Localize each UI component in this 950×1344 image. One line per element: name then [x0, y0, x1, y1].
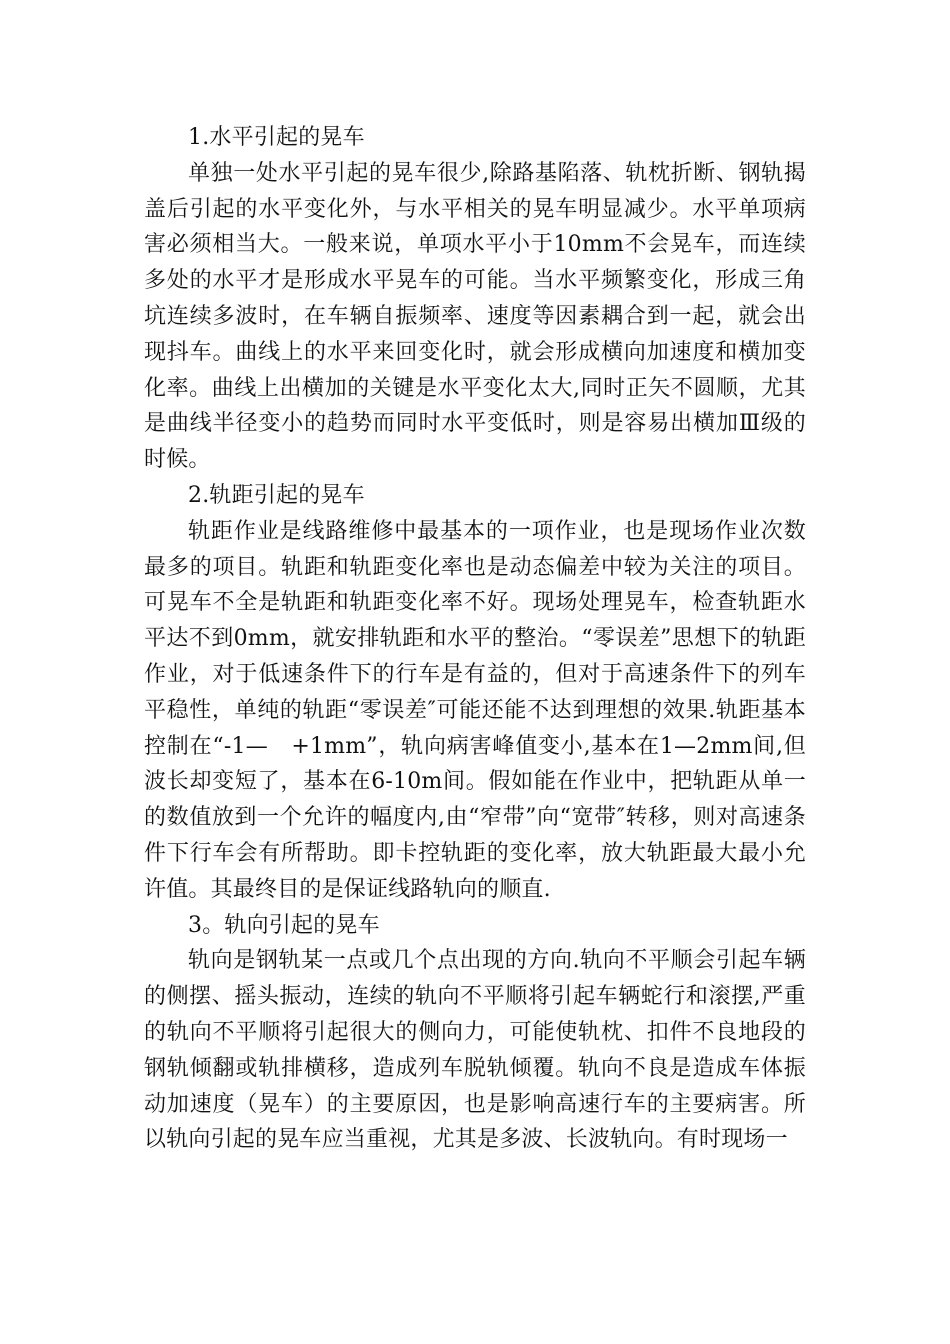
- section-heading-alignment: 3。轨向引起的晃车: [188, 912, 380, 938]
- section-heading-level: 1.水平引起的晃车: [188, 125, 365, 150]
- section-paragraph-gauge: 轨距作业是线路维修中最基本的一项作业，也是现场作业次数最多的项目。轨距和轨距变化率也是动态偏差中较为关注的项目。可晃车不全是轨距和轨距变化率不好。现场处理晃车，检查轨距水平达不到0mm，就安排轨距和水平的整治。“零误差”思想下的轨距作业，对于低速条件下的行车是有益的，但对于高速条件下的列车平稳性，单纯的轨距“零误差″可能还能不达到理想的效果.轨距基本控制在“-1— +1mm”，轨向病害峰值变小,基本在1—2mm间,但波长却变短了，基本在6-10m间。假如能在作业中，把轨距从单一的数值放到一个允许的幅度内,由“窄带”向“宽带″转移，则对高速条件下行车会有所帮助。即卡控轨距的变化率，放大轨距最大最小允许值。其最终目的是保证线路轨向的顺直.: [144, 518, 806, 902]
- section-paragraph-alignment: 轨向是钢轨某一点或几个点出现的方向.轨向不平顺会引起车辆的侧摆、摇头振动，连续的轨向不平顺将引起车辆蛇行和滚摆,严重的轨向不平顺将引起很大的侧向力，可能使轨枕、扣件不良地段的钢轨倾翻或轨排横移，造成列车脱轨倾覆。轨向不良是造成车体振动加速度（晃车）的主要原因，也是影响高速行车的主要病害。所以轨向引起的晃车应当重视，尤其是多波、长波轨向。有时现场一: [144, 948, 806, 1153]
- section-heading-gauge: 2.轨距引起的晃车: [188, 482, 365, 508]
- section-paragraph-level: 单独一处水平引起的晃车很少,除路基陷落、轨枕折断、钢轨揭盖后引起的水平变化外，与水平相关的晃车明显减少。水平单项病害必须相当大。一般来说，单项水平小于10mm不会晃车，而连续多处的水平才是形成水平晃车的可能。当水平频繁变化，形成三角坑连续多波时，在车辆自振频率、速度等因素耦合到一起，就会出现抖车。曲线上的水平来回变化时，就会形成横向加速度和横加变化率。曲线上出横加的关键是水平变化太大,同时正矢不圆顺，尤其是曲线半径变小的趋势而同时水平变低时，则是容易出横加Ⅲ级的时候。: [144, 160, 806, 473]
- document-body: [144, 120, 806, 1158]
